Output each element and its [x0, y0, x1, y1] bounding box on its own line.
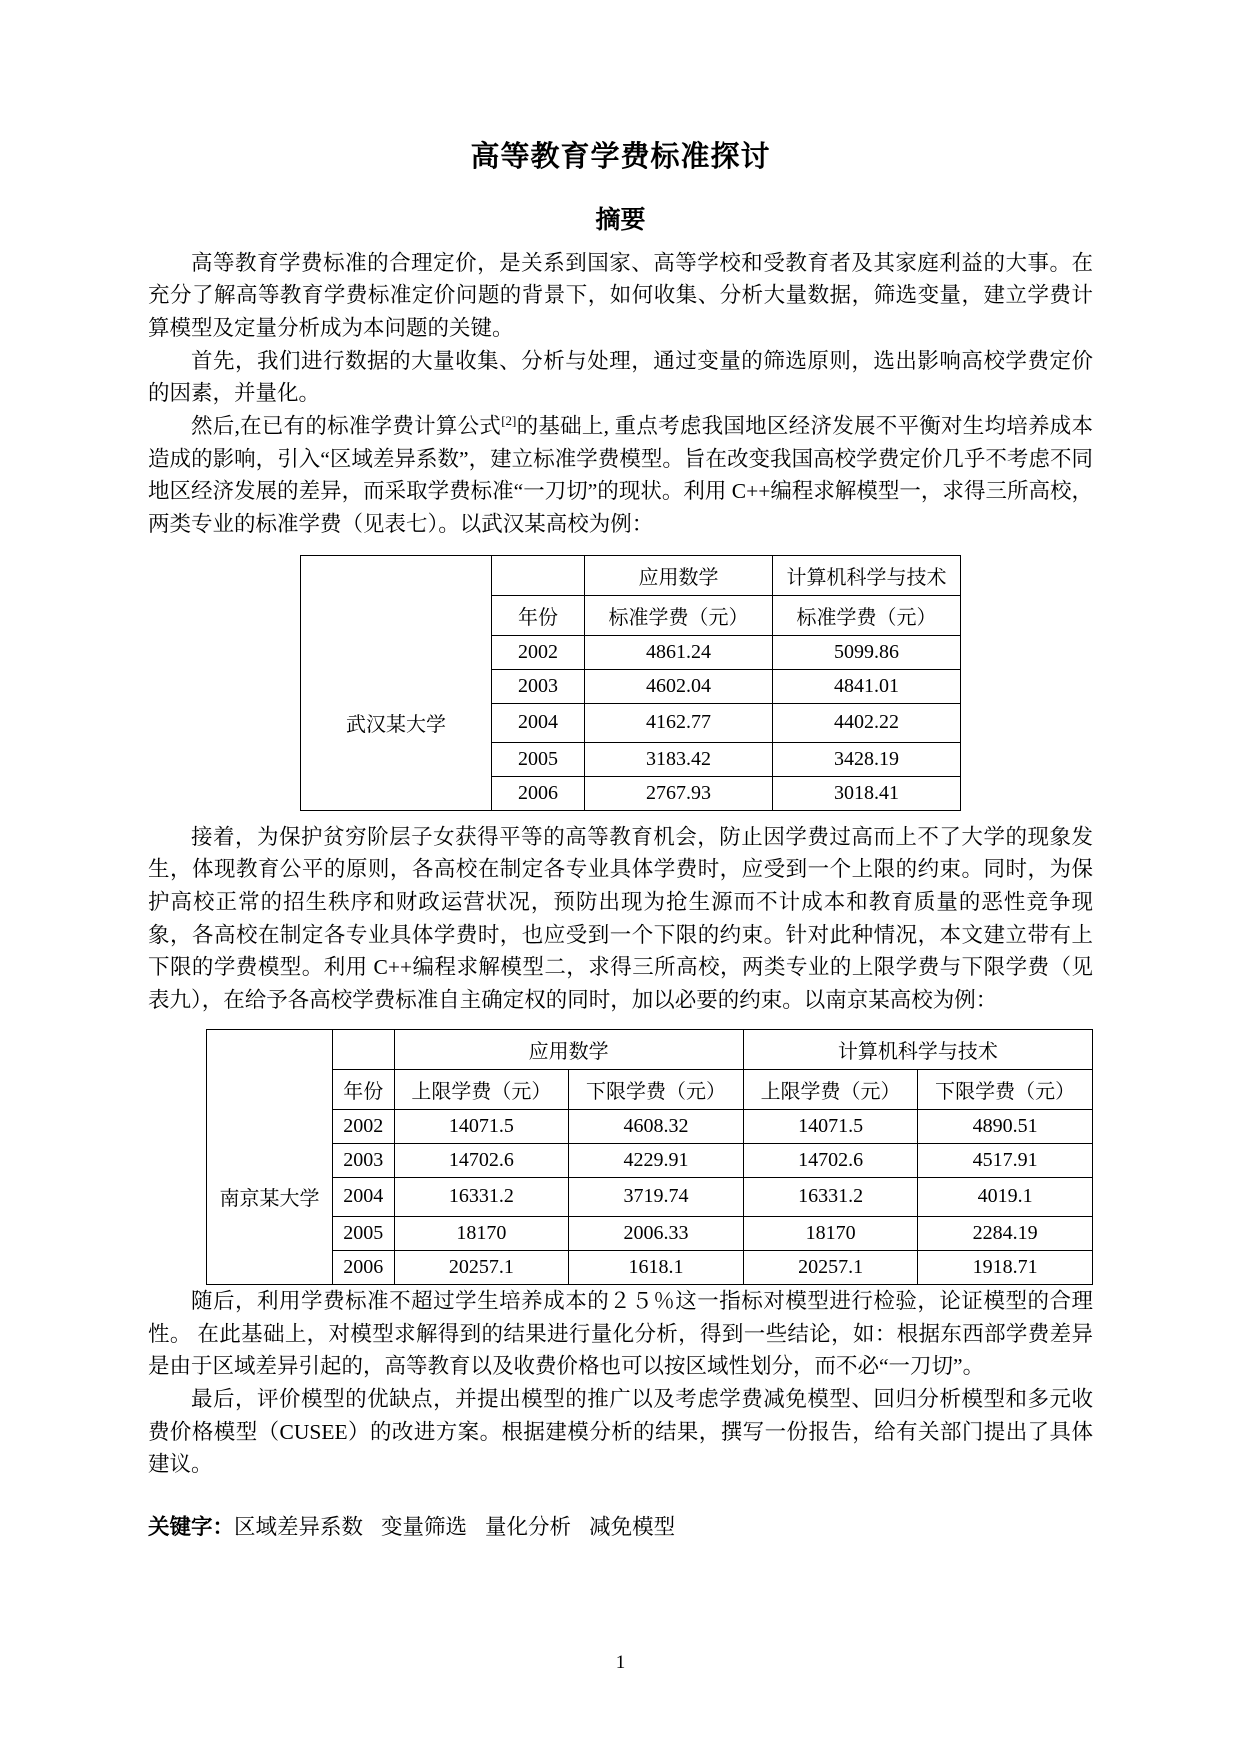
cell-cs-lower: 4517.91: [918, 1143, 1093, 1177]
corner-blank-cell-2: [492, 555, 585, 595]
citation-reference: [2]: [501, 412, 517, 428]
cell-am-upper: 16331.2: [394, 1177, 569, 1216]
paragraph-3-text-b: 的基础上, 重点考虑我国地区经济发展不平衡对生均培养成本造成的影响，引入“区域差异系数”，建立标准学费模型。旨在改变我国高校学费定价几乎不考虑不同地区经济发展的差异，而采取学费标准“一刀切”的现状。利用 C++编程求解模型一，求得三所高校，两类专业的标准学费（见表七）。以武汉某高校为例：: [148, 414, 1093, 537]
cell-year: 2004: [332, 1177, 394, 1216]
header-upper-limit-am: 上限学费（元）: [394, 1069, 569, 1109]
table-row: [301, 669, 961, 703]
row-label-blank-a: [301, 635, 492, 669]
corner-blank-cell-2: [332, 1029, 394, 1069]
cell-year: 2005: [492, 742, 585, 776]
keyword-item-3: 量化分析: [485, 1514, 572, 1539]
row-label-blank-a: [207, 1109, 333, 1143]
row-label-wuhan-university: 武汉某大学: [301, 703, 492, 742]
keyword-item-4: 减免模型: [589, 1514, 676, 1539]
header-year: 年份: [332, 1069, 394, 1109]
keywords-label: 关键字：: [148, 1514, 235, 1540]
header-standard-tuition-cs: 标准学费（元）: [773, 595, 961, 635]
cell-computer-science: 3018.41: [773, 776, 961, 810]
document-content: [148, 0, 1093, 1544]
row-label-blank-c: [301, 742, 492, 776]
page-number-footer: 1: [615, 1652, 626, 1673]
corner-blank-cell: [207, 1029, 333, 1069]
cell-cs-upper: 14702.6: [743, 1143, 918, 1177]
header-lower-limit-am: 下限学费（元）: [569, 1069, 744, 1109]
row-label-nanjing-university: 南京某大学: [207, 1177, 333, 1216]
table-row: [207, 1250, 1093, 1284]
cell-computer-science: 5099.86: [773, 635, 961, 669]
table-row: [301, 635, 961, 669]
cell-computer-science: 4402.22: [773, 703, 961, 742]
row-label-blank-d: [301, 776, 492, 810]
cell-cs-lower: 1918.71: [918, 1250, 1093, 1284]
table-row: [207, 1177, 1093, 1216]
cell-cs-lower: 2284.19: [918, 1216, 1093, 1250]
paragraph-3: [148, 410, 1093, 541]
cell-am-lower: 3719.74: [569, 1177, 744, 1216]
table-row: [301, 703, 961, 742]
cell-year: 2005: [332, 1216, 394, 1250]
spacer: [148, 811, 1093, 821]
cell-year: 2006: [332, 1250, 394, 1284]
cell-cs-lower: 4890.51: [918, 1109, 1093, 1143]
keyword-item-1: 区域差异系数: [234, 1514, 364, 1539]
header-major-applied-math: 应用数学: [585, 555, 773, 595]
paragraph-2: 首先，我们进行数据的大量收集、分析与处理，通过变量的筛选原则，选出影响高校学费定价的因素，并量化。: [148, 348, 1093, 406]
table-row-header-sub: [207, 1069, 1093, 1109]
table-wuhan-tuition: [300, 555, 961, 811]
cell-cs-upper: 14071.5: [743, 1109, 918, 1143]
cell-applied-math: 3183.42: [585, 742, 773, 776]
header-upper-limit-cs: 上限学费（元）: [743, 1069, 918, 1109]
cell-year: 2003: [332, 1143, 394, 1177]
table-nanjing-wrapper: [148, 1029, 1093, 1285]
cell-am-lower: 2006.33: [569, 1216, 744, 1250]
cell-am-lower: 4608.32: [569, 1109, 744, 1143]
keywords-line: [148, 1511, 1093, 1544]
cell-year: 2006: [492, 776, 585, 810]
corner-blank-cell-3: [301, 595, 492, 635]
table-wuhan-wrapper: [148, 555, 1093, 811]
header-lower-limit-cs: 下限学费（元）: [918, 1069, 1093, 1109]
corner-blank-cell-3: [207, 1069, 333, 1109]
cell-year: 2003: [492, 669, 585, 703]
table-row: [207, 1143, 1093, 1177]
row-label-blank-b: [207, 1143, 333, 1177]
cell-applied-math: 4162.77: [585, 703, 773, 742]
header-major-computer-science: 计算机科学与技术: [773, 555, 961, 595]
section-heading-abstract: 摘要: [595, 205, 646, 235]
cell-am-upper: 18170: [394, 1216, 569, 1250]
keyword-item-2: 变量筛选: [381, 1514, 468, 1539]
cell-cs-lower: 4019.1: [918, 1177, 1093, 1216]
paragraph-1: 高等教育学费标准的合理定价，是关系到国家、高等学校和受教育者及其家庭利益的大事。在充分了解高等教育学费标准定价问题的背景下，如何收集、分析大量数据，筛选变量，建立学费计算模型及定量分析成为本问题的关键。: [148, 250, 1093, 341]
cell-am-upper: 14702.6: [394, 1143, 569, 1177]
cell-computer-science: 3428.19: [773, 742, 961, 776]
table-row: [207, 1216, 1093, 1250]
row-label-blank-c: [207, 1216, 333, 1250]
table-row-header-major: [301, 555, 961, 595]
paragraph-4: 接着，为保护贫穷阶层子女获得平等的高等教育机会，防止因学费过高而上不了大学的现象发生，体现教育公平的原则，各高校在制定各专业具体学费时，应受到一个上限的约束。同时，为保护高校正常的招生秩序和财政运营状况，预防出现为抢生源而不计成本和教育质量的恶性竞争现象，各高校在制定各专业具体学费时，也应受到一个下限的约束。针对此种情况，本文建立带有上下限的学费模型。利用 C++编程求解模型二，求得三所高校，两类专业的上限学费与下限学费（见表九），在给予各高校学费标准自主确定权的同时，加以必要的约束。以南京某高校为例：: [148, 824, 1093, 1013]
header-major-applied-math: 应用数学: [394, 1029, 743, 1069]
cell-cs-upper: 16331.2: [743, 1177, 918, 1216]
table-row-header-major: [207, 1029, 1093, 1069]
cell-applied-math: 2767.93: [585, 776, 773, 810]
table-nanjing-tuition-limits: [206, 1029, 1093, 1285]
table-row: [207, 1109, 1093, 1143]
cell-cs-upper: 18170: [743, 1216, 918, 1250]
corner-blank-cell: [301, 555, 492, 595]
cell-year: 2002: [492, 635, 585, 669]
table-row-header-sub: [301, 595, 961, 635]
header-standard-tuition-am: 标准学费（元）: [585, 595, 773, 635]
cell-am-upper: 14071.5: [394, 1109, 569, 1143]
cell-am-lower: 4229.91: [569, 1143, 744, 1177]
cell-year: 2004: [492, 703, 585, 742]
paragraph-3-text-a: 然后,在已有的标准学费计算公式: [191, 414, 502, 439]
row-label-blank-d: [207, 1250, 333, 1284]
header-year: 年份: [492, 595, 585, 635]
spacer: [148, 237, 1093, 247]
row-label-blank-b: [301, 669, 492, 703]
paragraph-5: 随后，利用学费标准不超过学生培养成本的２５％这一指标对模型进行检验，论证模型的合理性。 在此基础上，对模型求解得到的结果进行量化分析，得到一些结论，如：根据东西部学费差异是由于区域差异引起的，高等教育以及收费价格也可以按区域性划分，而不必“一刀切”。: [148, 1288, 1093, 1379]
paragraph-6: 最后，评价模型的优缺点，并提出模型的推广以及考虑学费减免模型、回归分析模型和多元收费价格模型（CUSEE）的改进方案。根据建模分析的结果，撰写一份报告，给有关部门提出了具体建议。: [148, 1386, 1093, 1477]
page-title: 高等教育学费标准探讨: [470, 139, 771, 173]
cell-applied-math: 4602.04: [585, 669, 773, 703]
table-row: [301, 742, 961, 776]
cell-computer-science: 4841.01: [773, 669, 961, 703]
cell-year: 2002: [332, 1109, 394, 1143]
cell-cs-upper: 20257.1: [743, 1250, 918, 1284]
cell-applied-math: 4861.24: [585, 635, 773, 669]
header-major-computer-science: 计算机科学与技术: [743, 1029, 1092, 1069]
cell-am-lower: 1618.1: [569, 1250, 744, 1284]
cell-am-upper: 20257.1: [394, 1250, 569, 1284]
table-row: [301, 776, 961, 810]
spacer: [148, 1481, 1093, 1511]
